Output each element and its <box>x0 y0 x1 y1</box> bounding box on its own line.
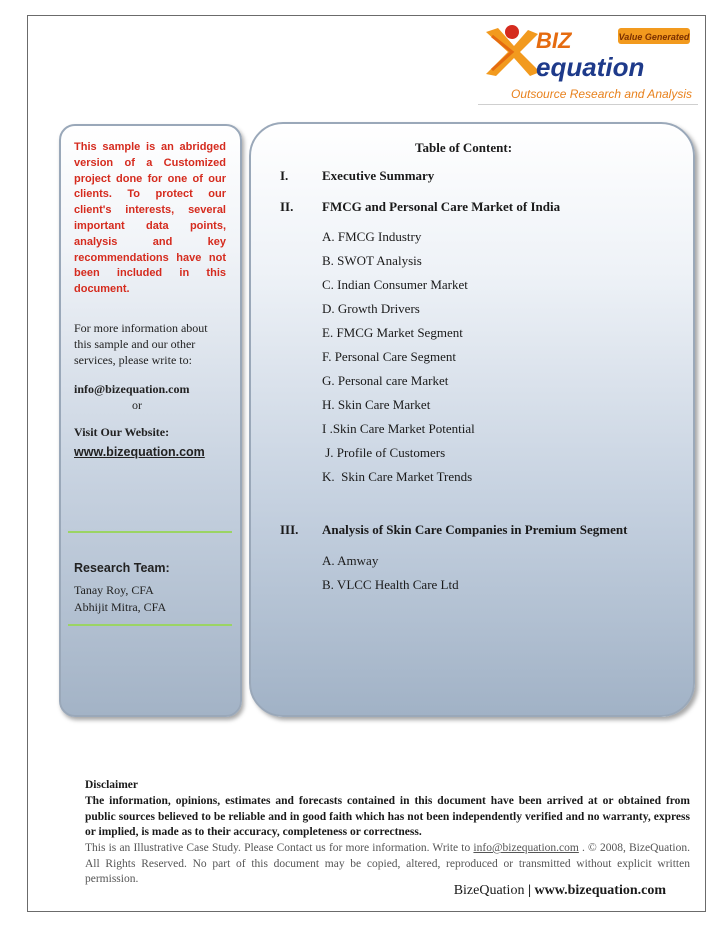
visit-website-label: Visit Our Website: <box>74 425 170 439</box>
disclaimer-heading: Disclaimer <box>85 779 139 791</box>
team-member: Abhijit Mitra, CFA <box>74 600 167 614</box>
info-text <box>74 320 234 368</box>
disclaimer-note <box>85 841 690 888</box>
toc-item: J. Profile of Customers <box>322 445 446 460</box>
website-link[interactable]: www.bizequation.com <box>74 445 205 459</box>
toc-item: I .Skin Care Market Potential <box>322 421 475 436</box>
toc-item: A. FMCG Industry <box>322 229 422 244</box>
abridged-notice: This sample is an abridged version of a Customized project done for one of our clients. To protect our client's interests, several important data points, analysis and key recommendations have not been included in this document. <box>74 141 226 296</box>
toc-item: G. Personal care Market <box>322 373 449 388</box>
info-line: For more information about <box>74 321 208 335</box>
toc-item: C. Indian Consumer Market <box>322 277 468 292</box>
section-title: FMCG and Personal Care Market of India <box>322 199 561 214</box>
divider-bottom <box>68 624 232 626</box>
disclaimer-body: The information, opinions, estimates and forecasts contained in this document have been arrived at or obtained from public sources believed to be reliable and in good faith which has not been independently verified and no warranty, express or implied, is made as to their accuracy, completeness or correctness. <box>85 795 690 838</box>
toc-item: B. SWOT Analysis <box>322 253 422 268</box>
tagline-divider <box>478 104 698 105</box>
section-number: III. <box>280 522 299 537</box>
footer-separator: | <box>527 883 532 898</box>
toc-item: B. VLCC Health Care Ltd <box>322 577 459 592</box>
toc-title: Table of Content: <box>415 140 513 155</box>
section-number: I. <box>280 168 289 183</box>
section-number: II. <box>280 199 294 214</box>
info-line: this sample and our other <box>74 337 196 351</box>
team-member: Tanay Roy, CFA <box>74 583 154 597</box>
divider-top <box>68 531 232 533</box>
footer-brand: BizeQuation <box>453 883 525 898</box>
section-title: Analysis of Skin Care Companies in Premium Segment <box>322 522 628 537</box>
tagline: Outsource Research and Analysis <box>511 87 692 101</box>
toc-item: H. Skin Care Market <box>322 397 431 412</box>
toc-item: E. FMCG Market Segment <box>322 325 463 340</box>
toc-item: F. Personal Care Segment <box>322 349 456 364</box>
note-email-link[interactable]: info@bizequation.com <box>473 842 579 854</box>
info-line: services, please write to: <box>74 353 192 367</box>
logo-line2: equation <box>536 52 645 82</box>
note-text: This is an Illustrative Case Study. Please Contact us for more information. Write to <box>85 842 474 854</box>
logo-tag: Value Generated <box>618 32 690 42</box>
toc-item: D. Growth Drivers <box>322 301 420 316</box>
bizequation-logo <box>478 22 693 84</box>
footer-site[interactable]: www.bizequation.com <box>534 883 666 898</box>
toc-item: A. Amway <box>322 553 379 568</box>
logo-line1: BIZ <box>536 28 572 53</box>
contact-email[interactable]: info@bizequation.com <box>74 382 190 396</box>
or-label: or <box>132 398 142 412</box>
research-team-heading: Research Team: <box>74 561 170 575</box>
section-title: Executive Summary <box>322 168 435 183</box>
toc-item: K. Skin Care Market Trends <box>322 469 473 484</box>
note-text: . © 2008, BizeQuation. All Rights Reserved. No part of this document may be copied, altered, reproduced or transmitted without explicit written permission. <box>85 842 690 885</box>
footer <box>454 883 666 899</box>
